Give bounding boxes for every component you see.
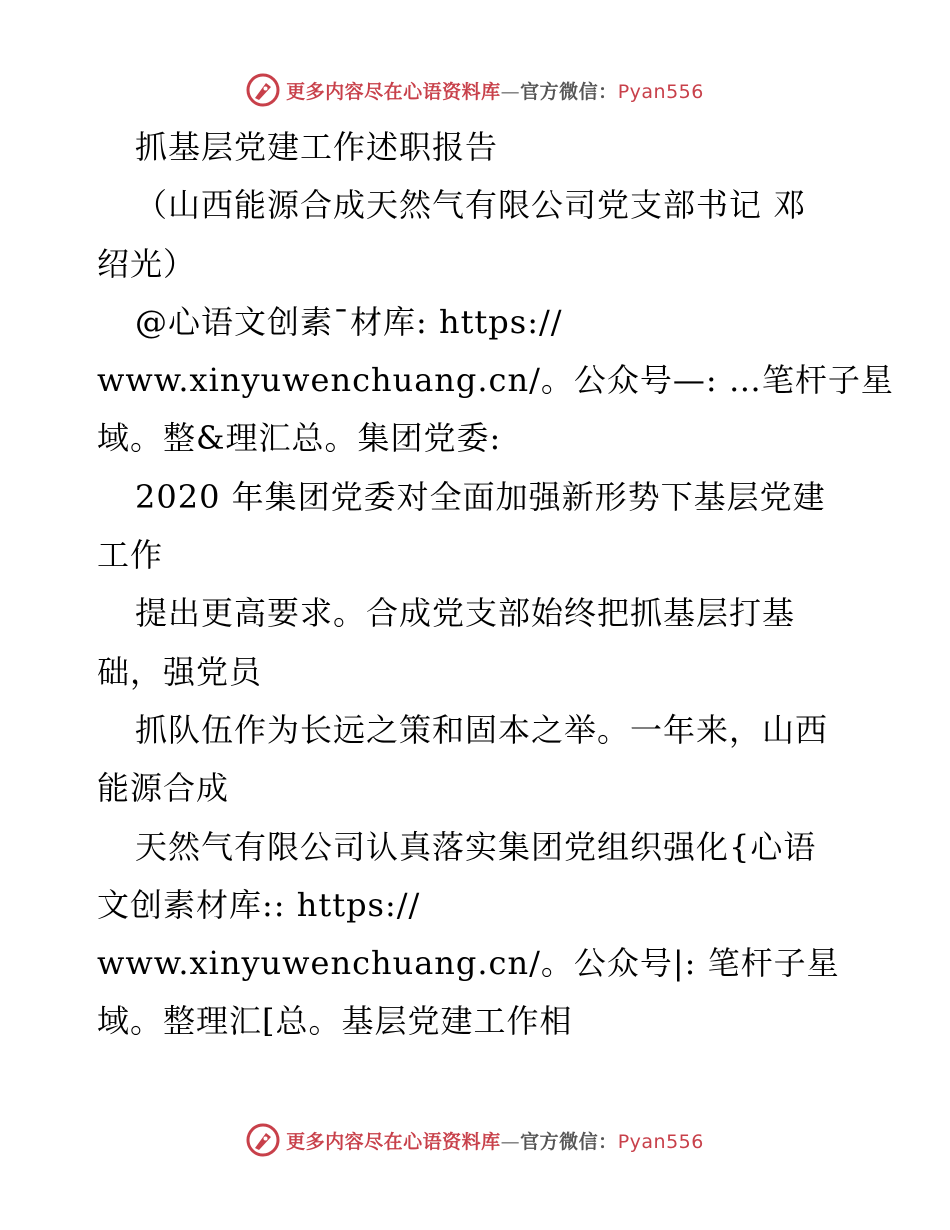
document-line: 能源合成: [97, 769, 230, 808]
document-line: 域。整&理汇总。集团党委:: [97, 419, 502, 458]
document-line: 础，强党员: [97, 652, 263, 691]
watermark-dash: —: [500, 80, 521, 103]
document-line: www.xinyuwenchuang.cn/。公众号—: …笔杆子星: [97, 361, 894, 400]
document-line: 工作: [97, 536, 164, 575]
document-line: 域。整理汇[总。基层党建工作相: [97, 1002, 573, 1041]
watermark-dash: —: [500, 1130, 521, 1153]
document-line: @心语文创素¯材库: https://: [135, 302, 563, 341]
watermark-site-text: 更多内容尽在心语资料库: [286, 80, 501, 103]
watermark-text: [286, 1127, 704, 1154]
watermark-wechat-id: Pyan556: [617, 1130, 704, 1153]
watermark-site-text: 更多内容尽在心语资料库: [286, 1130, 501, 1153]
document-line: 2020 年集团党委对全面加强新形势下基层党建: [135, 477, 826, 516]
document-line: 绍光）: [97, 244, 197, 283]
document-line: 提出更高要求。合成党支部始终把抓基层打基: [135, 594, 796, 633]
pen-nib-logo-icon: [246, 73, 280, 107]
watermark-official-label: 官方微信：: [520, 80, 618, 103]
document-body: [97, 118, 894, 1051]
document-line: 抓队伍作为长远之策和固本之举。一年来，山西: [135, 710, 829, 749]
document-line: www.xinyuwenchuang.cn/。公众号|: 笔杆子星: [97, 944, 840, 983]
watermark-text: [286, 77, 704, 104]
document-title: 抓基层党建工作述职报告: [135, 128, 499, 166]
watermark-footer: [0, 1120, 950, 1160]
watermark-header: [0, 70, 950, 110]
document-line: （山西能源合成天然气有限公司党支部书记 邓: [135, 186, 807, 225]
document-line: 天然气有限公司认真落实集团党组织强化{心语: [135, 827, 817, 866]
document-line: 文创素材库:: https://: [97, 885, 421, 924]
watermark-official-label: 官方微信：: [520, 1130, 618, 1153]
pen-nib-logo-icon: [246, 1123, 280, 1157]
watermark-wechat-id: Pyan556: [617, 80, 704, 103]
